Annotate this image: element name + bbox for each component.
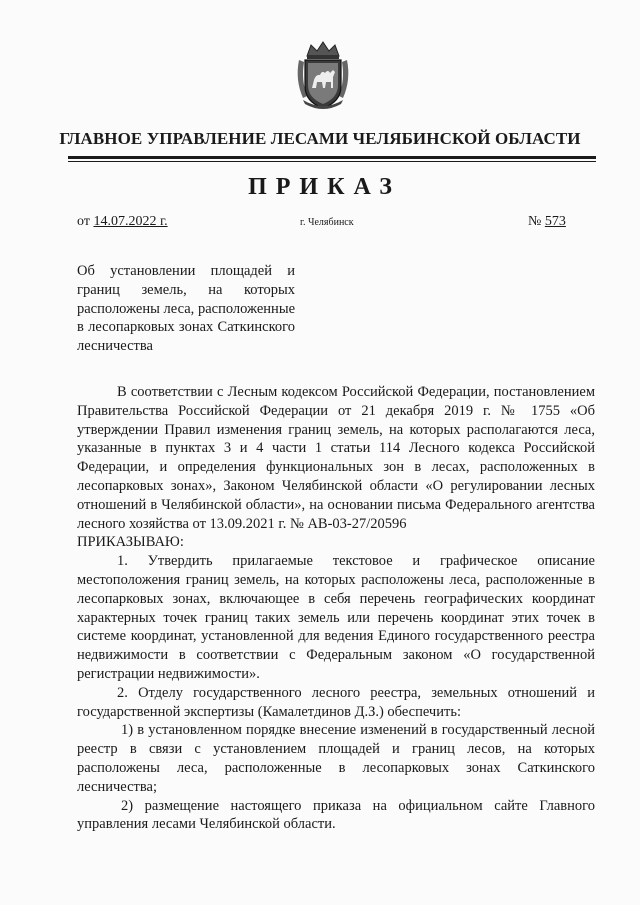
- document-subject: Об установлении площадей и границ земель, на которых расположены леса, расположенные в лесопарковых зонах Саткинского лесничества: [77, 263, 295, 355]
- item-2-2-paragraph: 2) размещение настоящего приказа на официальном сайте Главного управления лесами Челябинской области.: [77, 797, 595, 833]
- date-line: [77, 214, 168, 230]
- organization-name: ГЛАВНОЕ УПРАВЛЕНИЕ ЛЕСАМИ ЧЕЛЯБИНСКОЙ ОБЛАСТИ: [59, 129, 581, 148]
- document-title: ПРИКАЗ: [248, 174, 401, 200]
- document-city: г. Челябинск: [300, 217, 354, 228]
- number-line: [528, 214, 566, 230]
- document-date: 14.07.2022 г.: [93, 214, 168, 229]
- header-rule-thick: [68, 156, 596, 159]
- coat-of-arms-icon: [293, 40, 353, 112]
- date-prefix: от: [77, 214, 90, 229]
- header-rule-thin: [68, 161, 596, 162]
- document-number: 573: [544, 214, 566, 229]
- item-1-paragraph: 1. Утвердить прилагаемые текстовое и графическое описание местоположения границ земель, на которых расположены леса, расположенные в лесопарковых зонах, включающее в себя перечень географических координат характерных точек границ таких земель или перечень координат этих точек в системе координат, установленной для ведения Единого государственного реестра недвижимости в соответствии с Федеральным законом «О государственной регистрации недвижимости».: [77, 553, 595, 682]
- item-2-paragraph: 2. Отделу государственного лесного реестра, земельных отношений и государственной экспертизы (Камалетдинов Д.З.) обеспечить:: [77, 684, 595, 720]
- order-word: ПРИКАЗЫВАЮ:: [77, 534, 184, 551]
- item-2-1-paragraph: 1) в установленном порядке внесение изменений в государственный лесной реестр в связи с установлением площадей и границ лесов, на которых расположены леса, расположенные в лесопарковых зонах Саткинского лесничества;: [77, 722, 595, 795]
- number-prefix: №: [528, 214, 542, 229]
- document-body: [77, 383, 595, 834]
- preamble-paragraph: В соответствии с Лесным кодексом Российской Федерации, постановлением Правительства Российской Федерации от 21 декабря 2019 г. № 1755 «Об утверждении Правил изменения границ земель, на которых располагаются леса, указанные в пунктах 3 и 4 части 1 статьи 114 Лесного кодекса Российской Федерации, и определения функциональных зон в лесах, расположенных в лесопарковых зонах», Законом Челябинской области «О регулировании лесных отношений в Челябинской области», на основании письма Федерального агентства лесного хозяйства от 13.09.2021 г. № АВ-03-27/20596: [77, 384, 595, 532]
